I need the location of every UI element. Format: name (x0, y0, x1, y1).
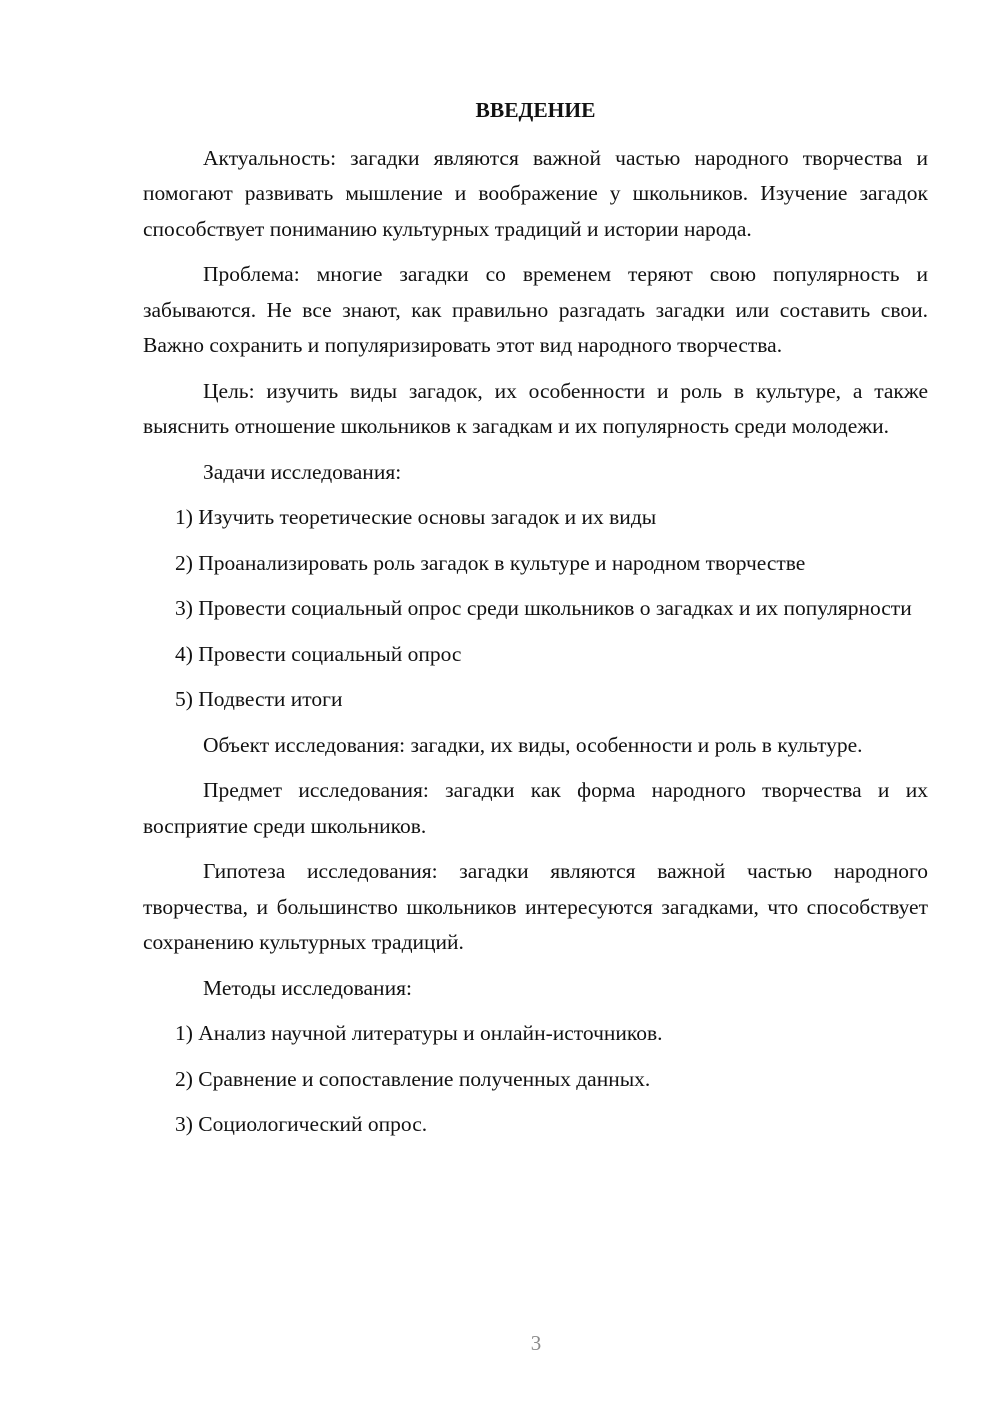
method-item-3: 3) Социологический опрос. (175, 1112, 428, 1136)
paragraph-relevance: Актуальность: загадки являются важной частью народного творчества и помогают развивать мышление и воображение у школьников. Изучение загадок способствует пониманию культурных традиций и истории народа. (143, 145, 928, 241)
paragraph-subject: Предмет исследования: загадки как форма народного творчества и их восприятие среди школьников. (143, 778, 928, 838)
tasks-label: Задачи исследования: (203, 459, 402, 484)
paragraph-hypothesis: Гипотеза исследования: загадки являются важной частью народного творчества, и большинство школьников интересуются загадками, что способствует сохранению культурных традиций. (143, 859, 928, 954)
paragraph-problem: Проблема: многие загадки со временем теряют свою популярность и забываются. Не все знают, как правильно разгадать загадки или составить свои. Важно сохранить и популяризировать этот вид народного творчества. (143, 262, 928, 357)
paragraph-goal: Цель: изучить виды загадок, их особенности и роль в культуре, а также выяснить отношение школьников к загадкам и их популярность среди молодежи. (143, 378, 928, 438)
task-item-4: 4) Провести социальный опрос (175, 641, 462, 666)
methods-label: Методы исследования: (203, 975, 412, 1000)
task-item-1: 1) Изучить теоретические основы загадок и их виды (175, 505, 657, 529)
page-content (143, 93, 928, 1153)
paragraph-object: Объект исследования: загадки, их виды, особенности и роль в культуре. (203, 732, 863, 757)
method-item-1: 1) Анализ научной литературы и онлайн-источников. (175, 1021, 663, 1045)
method-item-2: 2) Сравнение и сопоставление полученных данных. (175, 1066, 651, 1091)
section-title: ВВЕДЕНИЕ (475, 98, 596, 122)
task-item-5: 5) Подвести итоги (175, 687, 343, 711)
task-item-2: 2) Проанализировать роль загадок в культуре и народном творчестве (175, 550, 806, 575)
task-item-3: 3) Провести социальный опрос среди школьников о загадках и их популярности (175, 596, 912, 620)
page-number: 3 (530, 1331, 542, 1355)
